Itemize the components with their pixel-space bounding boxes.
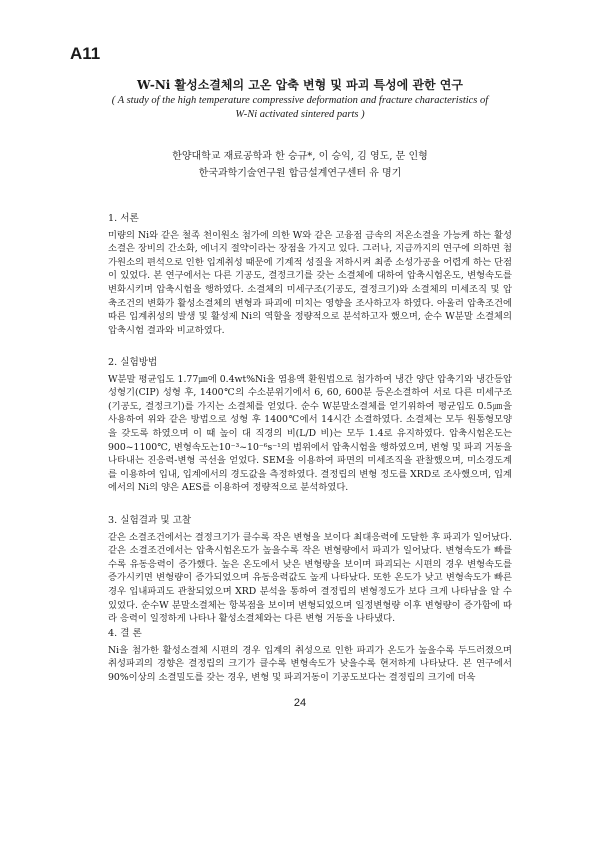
section-methods [108, 356, 512, 495]
author-block [100, 148, 500, 182]
section-heading: 2. 실험방법 [108, 357, 158, 368]
authors-line1: 한양대학교 재료공학과 한 승규*, 이 승익, 김 영도, 문 인형 [172, 151, 428, 162]
section-text: W분말 평균입도 1.77㎛에 0.4wt%Ni을 염용액 환원법으로 첨가하여 냉간 양단 압축기와 냉간등압성형기(CIP) 성형 후, 1400℃의 수소분위기에서 6, 60, 600분 등온소결하여 서로 다른 미세구조(기공도, 결정크기)를 가지는 소결체를 얻었다. 순수 W분말소결체를 얻기위하여 평균입도 0.5㎛을 사용하여 위와 같은 방법으로 성형 후 1400℃에서 14시간 소결하였다. 소결체는 모두 원통형모양을 갖도록 하였으며 이 때 높이 대 직경의 비(L/D 비)는 모두 1.4로 유지하였다. 압축시험온도는 900~1100℃, 변형속도는10⁻³~10⁻⁶s⁻¹의 범위에서 압축시험을 행하였으며, 변형 및 파괴 거동을 나타내는 진응력-변형 곡선을 얻었다. SEM을 이용하여 파면의 미세조직을 관찰했으며, 미소경도계를 이용하여 입내, 입계에서의 경도값을 측정하였다. 결정립의 변형 정도를 XRD로 조사했으며, 입계에서의 Ni의 양은 AES를 이용하여 정량적으로 분석하였다. [108, 373, 512, 494]
section-text: 미량의 Ni와 같은 철족 천이원소 첨가에 의한 W와 같은 고융점 금속의 저온소결을 가능케 하는 활성소결은 장비의 간소화, 에너지 절약이라는 장점을 가지고 있다. 그러나, 지금까지의 연구에 의하면 첨가원소의 편석으로 인한 입계취성 때문에 기계적 성질을 저하시켜 최종 소성가공을 어렵게 하는 단점이 있었다. 본 연구에서는 다른 기공도, 결정크기를 갖는 소결체에 대하여 압축시험온도, 변형속도를 변화시키며 압축시험을 행하였다. 소결체의 미세구조(기공도, 결정크기)와 소결체의 미세조직 및 압축조건의 변화가 활성소결체의 변형과 파괴에 미치는 영향을 조사하고자 하였다. 아울러 압축조건에 따른 입계취성의 발생 및 활성제 Ni의 역할을 정량적으로 분석하고자 했으며, 순수 W분말 소결체의 압축시험 결과와 비교하였다. [108, 229, 512, 336]
title-english-line2: W-Ni activated sintered parts ) [235, 109, 365, 120]
section-text: Ni을 첨가한 활성소결체 시편의 경우 입계의 취성으로 인한 파괴가 온도가 높을수록 두드러졌으며 취성파괴의 경향은 결정립의 크기가 클수록 변형속도가 낮을수록 현저하게 나타났다. 본 연구에서 90%이상의 소결밀도를 갖는 경우, 변형 및 파괴거동이 기공도보다는 결정립의 크기에 더욱 [108, 644, 512, 683]
authors-line2: 한국과학기술연구원 합금설계연구센터 유 명기 [198, 168, 402, 179]
section-introduction [108, 212, 512, 337]
section-conclusion [108, 627, 512, 684]
abstract-code: A11 [70, 44, 101, 63]
title-english-line1: ( A study of the high temperature compressive deformation and fracture characteristics of [111, 95, 489, 106]
section-heading: 3. 실험결과 및 고찰 [108, 515, 192, 526]
section-heading: 4. 결 론 [108, 628, 142, 639]
title-english [100, 94, 500, 122]
title-korean: W-Ni 활성소결체의 고온 압축 변형 및 파괴 특성에 관한 연구 [137, 78, 463, 92]
section-text: 같은 소결조건에서는 결정크기가 클수록 작은 변형을 보이다 최대응력에 도달한 후 파괴가 일어났다. 같은 소결조건에서는 압축시험온도가 높을수록 작은 변형량에서 파괴가 일어났다. 변형속도가 빠를수록 유동응력이 증가했다. 높은 온도에서 낮은 변형량을 보이며 파괴되는 시편의 경우 변형속도를 증가시키면 변형량이 증가되었으며 유동응력값도 높게 나타났다. 또한 온도가 낮고 변형속도가 빠른 경우 입내파괴도 관찰되었으며 XRD 분석을 통하여 결정립의 변형정도가 보다 크게 나타남을 알 수 있었다. 순수W 분말소결체는 항복점을 보이며 변형되었으며 일정변형량 이후 변형량이 증가함에 따라 응력이 일정하게 나타나 활성소결체와는 다른 변형 거동을 나타냈다. [108, 531, 512, 625]
page-number: 24 [293, 697, 307, 709]
section-heading: 1. 서론 [108, 213, 139, 224]
section-results [108, 514, 512, 626]
